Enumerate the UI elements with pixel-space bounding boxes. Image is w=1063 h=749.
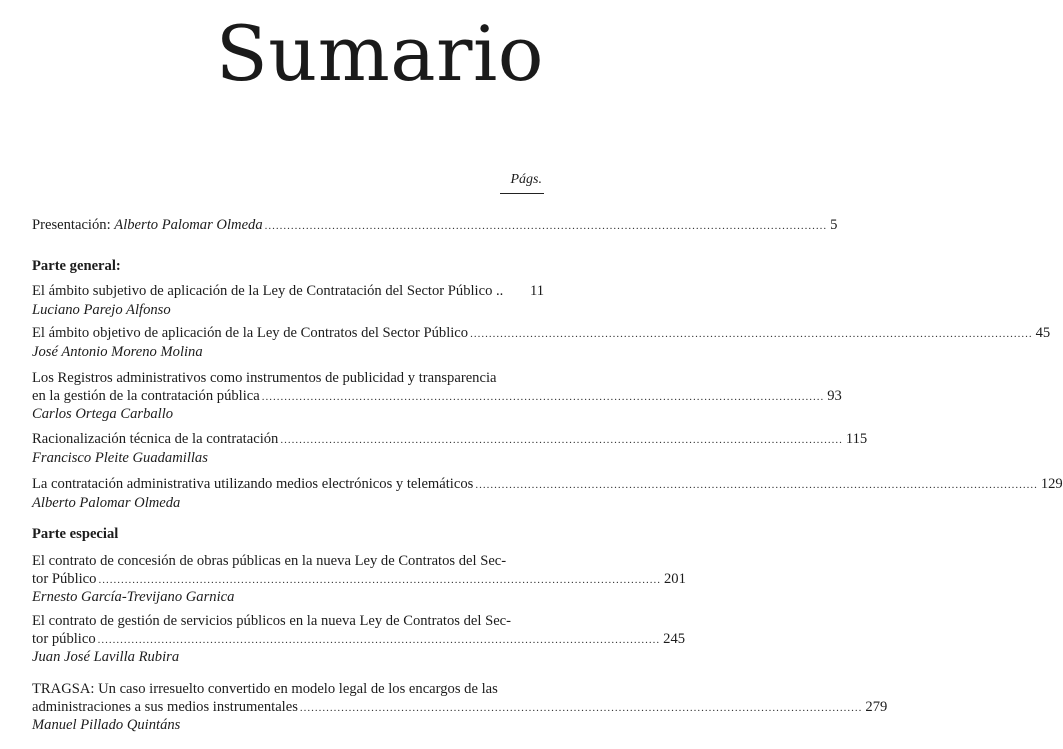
section-heading: Parte general: bbox=[32, 258, 121, 274]
leader-dots: ...................................................................................................................................................... bbox=[264, 220, 828, 232]
pages-column-header: Págs. bbox=[510, 172, 542, 187]
entry-title-line: tor público bbox=[32, 630, 96, 647]
toc-entry-presentation bbox=[32, 217, 838, 236]
page-number: 115 bbox=[845, 431, 868, 447]
entry-title-line: Racionalización técnica de la contratación bbox=[32, 431, 279, 447]
entry-title-line: El ámbito subjetivo de aplicación de la Ley de Contratación del Sector Público .. bbox=[32, 283, 504, 299]
entry-author: Manuel Pillado Quintáns bbox=[32, 717, 181, 733]
leader-dots: ...................................................................................................................................................... bbox=[97, 633, 661, 646]
entry-title-line: Los Registros administrativos como instrumentos de publicidad y transparencia bbox=[32, 370, 497, 386]
entry-title-line: El contrato de concesión de obras públicas en la nueva Ley de Contratos del Sec- bbox=[32, 553, 507, 569]
page-number: 279 bbox=[865, 698, 888, 715]
page-number: 129 bbox=[1040, 476, 1063, 492]
leader-dots: ...................................................................................................................................................... bbox=[475, 479, 1038, 491]
entry-author: Francisco Pleite Guadamillas bbox=[32, 449, 208, 466]
toc-entry bbox=[32, 431, 868, 467]
entry-author: José Antonio Moreno Molina bbox=[32, 343, 203, 360]
entry-title-line: El contrato de gestión de servicios públicos en la nueva Ley de Contratos del Sec- bbox=[32, 613, 512, 629]
pages-header-rule bbox=[500, 193, 544, 194]
page-number: 93 bbox=[827, 387, 842, 404]
entry-author: Ernesto García-Trevijano Garnica bbox=[32, 589, 235, 605]
page-title: Sumario bbox=[215, 9, 544, 98]
page-number: 11 bbox=[529, 283, 544, 299]
toc-entry bbox=[32, 370, 842, 424]
toc-entry bbox=[32, 476, 1063, 512]
page-number: 201 bbox=[663, 570, 686, 587]
presentation-label: Presentación: bbox=[32, 217, 111, 233]
entry-author: Alberto Palomar Olmeda bbox=[32, 494, 181, 511]
page-number: 5 bbox=[830, 217, 838, 233]
toc-entry bbox=[32, 681, 888, 735]
toc-entry bbox=[32, 283, 544, 319]
page-number: 245 bbox=[663, 630, 686, 647]
toc-entry bbox=[32, 613, 686, 667]
entry-title-line: TRAGSA: Un caso irresuelto convertido en modelo legal de los encargos de las bbox=[32, 681, 498, 697]
entry-title-line: tor Público bbox=[32, 570, 97, 587]
entry-title-line: La contratación administrativa utilizando medios electrónicos y telemáticos bbox=[32, 476, 474, 492]
leader-dots: ...................................................................................................................................................... bbox=[299, 701, 863, 714]
toc-entry bbox=[32, 325, 1051, 361]
leader-dots: ...................................................................................................................................................... bbox=[280, 434, 843, 446]
entry-author: Carlos Ortega Carballo bbox=[32, 406, 174, 422]
section-heading: Parte especial bbox=[32, 526, 119, 542]
entry-title-line: El ámbito objetivo de aplicación de la Ley de Contratos del Sector Público bbox=[32, 325, 469, 341]
entry-title-line: en la gestión de la contratación pública bbox=[32, 387, 260, 404]
page-number: 45 bbox=[1035, 325, 1051, 341]
presentation-author: Alberto Palomar Olmeda bbox=[114, 217, 263, 233]
leader-dots: ...................................................................................................................................................... bbox=[470, 328, 1033, 340]
entry-author: Luciano Parejo Alfonso bbox=[32, 301, 171, 318]
entry-author: Juan José Lavilla Rubira bbox=[32, 649, 180, 665]
entry-title-line: administraciones a sus medios instrumentales bbox=[32, 698, 298, 715]
leader-dots: ...................................................................................................................................................... bbox=[261, 390, 825, 403]
toc-entry bbox=[32, 553, 686, 607]
leader-dots: ...................................................................................................................................................... bbox=[98, 573, 661, 586]
